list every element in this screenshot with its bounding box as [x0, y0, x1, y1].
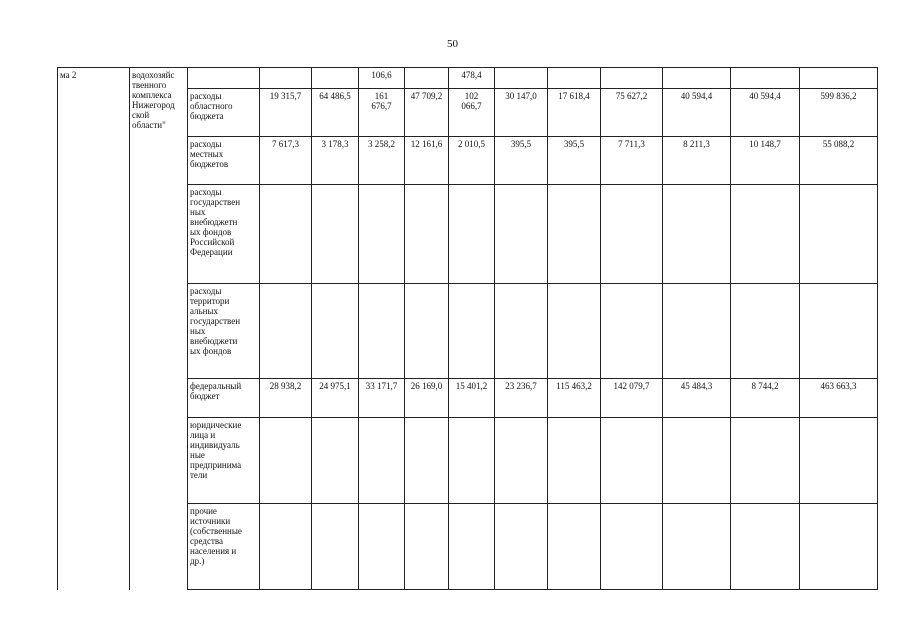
- value-cell: 64 486,5: [312, 89, 359, 137]
- budget-table-body: [58, 68, 878, 590]
- value-cell: [260, 284, 312, 379]
- value-cell: [601, 504, 663, 590]
- value-cell: 75 627,2: [601, 89, 663, 137]
- value-cell: [405, 504, 449, 590]
- value-cell: 7 617,3: [260, 137, 312, 185]
- value-cell: [495, 185, 548, 284]
- value-cell: 40 594,4: [731, 89, 800, 137]
- value-cell: [731, 418, 800, 504]
- value-cell: 106,6: [359, 68, 405, 89]
- value-cell: [731, 185, 800, 284]
- value-cell: 142 079,7: [601, 379, 663, 418]
- funding-source-label: расходы областного бюджета: [188, 89, 260, 137]
- funding-source-label: федеральный бюджет: [188, 379, 260, 418]
- value-cell: [359, 504, 405, 590]
- value-cell: 161 676,7: [359, 89, 405, 137]
- value-cell: 30 147,0: [495, 89, 548, 137]
- value-cell: [800, 185, 878, 284]
- value-cell: [663, 185, 731, 284]
- value-cell: [731, 504, 800, 590]
- table-row: [58, 68, 878, 89]
- value-cell: 8 744,2: [731, 379, 800, 418]
- value-cell: 24 975,1: [312, 379, 359, 418]
- value-cell: [312, 284, 359, 379]
- funding-source-label: прочие источники (собственные средства населения и др.): [188, 504, 260, 590]
- value-cell: 3 258,2: [359, 137, 405, 185]
- value-cell: [663, 418, 731, 504]
- value-cell: [405, 68, 449, 89]
- value-cell: 55 088,2: [800, 137, 878, 185]
- funding-source-label: расходы территори альных государствен ных внебюджети ых фондов: [188, 284, 260, 379]
- value-cell: [663, 284, 731, 379]
- value-cell: [663, 68, 731, 89]
- value-cell: 15 401,2: [449, 379, 495, 418]
- value-cell: 47 709,2: [405, 89, 449, 137]
- value-cell: 40 594,4: [663, 89, 731, 137]
- value-cell: [312, 504, 359, 590]
- value-cell: 478,4: [449, 68, 495, 89]
- value-cell: [312, 68, 359, 89]
- value-cell: [312, 185, 359, 284]
- value-cell: [800, 284, 878, 379]
- value-cell: [601, 418, 663, 504]
- value-cell: [260, 68, 312, 89]
- value-cell: [548, 418, 601, 504]
- value-cell: [495, 284, 548, 379]
- value-cell: 2 010,5: [449, 137, 495, 185]
- value-cell: [260, 504, 312, 590]
- value-cell: 12 161,6: [405, 137, 449, 185]
- page-number: 50: [447, 38, 458, 50]
- value-cell: [663, 504, 731, 590]
- value-cell: 28 938,2: [260, 379, 312, 418]
- value-cell: [731, 68, 800, 89]
- value-cell: 115 463,2: [548, 379, 601, 418]
- value-cell: 45 484,3: [663, 379, 731, 418]
- funding-source-label: расходы государствен ных внебюджетн ых фондов Российской Федерации: [188, 185, 260, 284]
- value-cell: [405, 418, 449, 504]
- value-cell: 8 211,3: [663, 137, 731, 185]
- funding-source-label: расходы местных бюджетов: [188, 137, 260, 185]
- value-cell: 463 663,3: [800, 379, 878, 418]
- value-cell: [260, 185, 312, 284]
- value-cell: 17 618,4: [548, 89, 601, 137]
- value-cell: 102 066,7: [449, 89, 495, 137]
- value-cell: [548, 284, 601, 379]
- value-cell: 10 148,7: [731, 137, 800, 185]
- value-cell: [601, 68, 663, 89]
- value-cell: 7 711,3: [601, 137, 663, 185]
- value-cell: [359, 284, 405, 379]
- program-number-cell: ма 2: [58, 68, 130, 590]
- value-cell: 395,5: [495, 137, 548, 185]
- value-cell: [601, 284, 663, 379]
- value-cell: [359, 418, 405, 504]
- value-cell: [449, 185, 495, 284]
- value-cell: [800, 68, 878, 89]
- value-cell: [800, 418, 878, 504]
- value-cell: [449, 284, 495, 379]
- value-cell: 26 169,0: [405, 379, 449, 418]
- value-cell: [405, 185, 449, 284]
- value-cell: 395,5: [548, 137, 601, 185]
- value-cell: 23 236,7: [495, 379, 548, 418]
- value-cell: [548, 185, 601, 284]
- value-cell: [800, 504, 878, 590]
- value-cell: [449, 504, 495, 590]
- value-cell: [260, 418, 312, 504]
- value-cell: [601, 185, 663, 284]
- value-cell: 33 171,7: [359, 379, 405, 418]
- value-cell: 599 836,2: [800, 89, 878, 137]
- value-cell: [405, 284, 449, 379]
- value-cell: 3 178,3: [312, 137, 359, 185]
- funding-source-label: [188, 68, 260, 89]
- value-cell: [449, 418, 495, 504]
- funding-source-label: юридические лица и индивидуаль ные предпринима тели: [188, 418, 260, 504]
- value-cell: [312, 418, 359, 504]
- value-cell: [548, 68, 601, 89]
- value-cell: [548, 504, 601, 590]
- value-cell: [731, 284, 800, 379]
- program-name-cell: водохозяйс твенного комплекса Нижегород ской области": [130, 68, 188, 590]
- budget-table: [57, 67, 878, 590]
- value-cell: [495, 418, 548, 504]
- value-cell: [495, 68, 548, 89]
- value-cell: [359, 185, 405, 284]
- value-cell: [495, 504, 548, 590]
- value-cell: 19 315,7: [260, 89, 312, 137]
